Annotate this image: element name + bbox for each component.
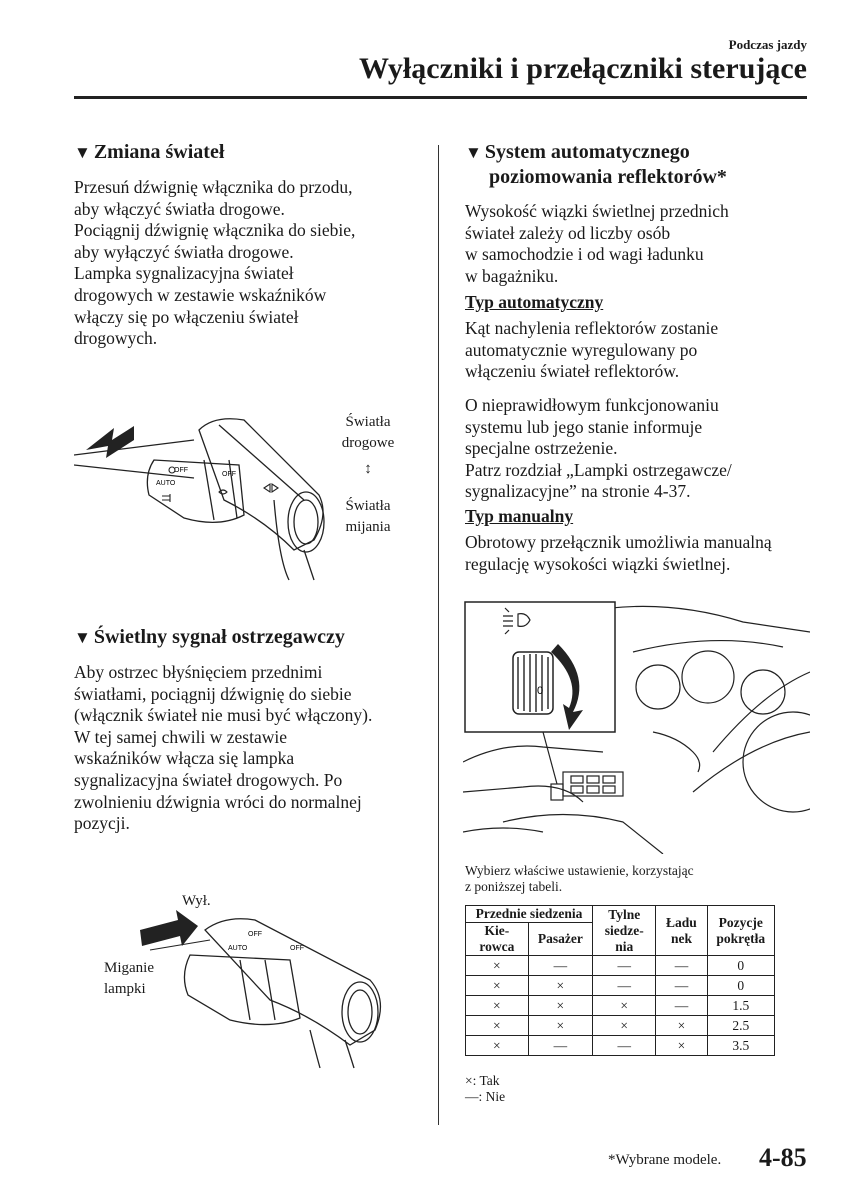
section-label: Podczas jazdy: [728, 37, 807, 52]
svg-text:0: 0: [537, 685, 544, 697]
leveling-dial-figure: [463, 592, 810, 854]
section-heading-leveling: ▼ System automatycznego poziomowania reflektorów*: [465, 141, 727, 188]
table-row: × — — × 3.5: [466, 1036, 775, 1056]
svg-text:OFF: OFF: [222, 471, 236, 478]
table-row: × — — — 0: [466, 956, 775, 976]
label-flash: Miganie lampki: [104, 960, 154, 997]
section-heading-headlight-change: ▼ Zmiana świateł: [74, 141, 225, 163]
triangle-icon: ▼: [74, 628, 91, 647]
headlight-lever-figure: [74, 400, 334, 585]
header-driver: Kie- rowca: [466, 923, 529, 956]
title-rule: [74, 96, 807, 99]
section-heading-flash-signal: ▼ Świetlny sygnał ostrzegawczy: [74, 626, 345, 648]
table-legend: ×: Tak —: Nie: [465, 1073, 506, 1104]
leveling-table: [465, 905, 775, 1056]
subheading-manual-type: Typ manualny: [465, 506, 574, 526]
svg-text:AUTO: AUTO: [156, 480, 176, 487]
page-title: Wyłączniki i przełączniki sterujące: [359, 52, 807, 85]
table-row: × × — — 0: [466, 976, 775, 996]
paragraph-flash-signal: Aby ostrzec błyśnięciem przednimi światłami, pociągnij dźwignię do siebie (włącznik świateł nie musi być włączony). W tej samej chwili w zestawie wskaźników włącza się lampka sygnalizacyjna świateł drogowych. Po zwolnieniu dźwignia wróci do normalnej pozycji.: [74, 662, 373, 834]
header-dial-position: Pozycje pokrętła: [707, 906, 774, 956]
label-high-beam: Światła drogowe: [341, 414, 395, 451]
flash-lever-figure: [130, 900, 390, 1070]
leveling-dial[interactable]: [513, 652, 553, 714]
triangle-icon: ▼: [74, 143, 91, 162]
header-rear-seats: Tylne siedze- nia: [593, 906, 656, 956]
paragraph-manual-type: Obrotowy przełącznik umożliwia manualną regulację wysokości wiązki świetlnej.: [465, 532, 772, 574]
header-passenger: Pasażer: [528, 923, 592, 956]
label-low-beam: Światła mijania: [345, 498, 391, 535]
subheading-auto-type: Typ automatyczny: [465, 292, 604, 312]
svg-text:OFF: OFF: [174, 467, 188, 474]
svg-text:AUTO: AUTO: [228, 945, 248, 952]
arrow-left-icon: [140, 910, 198, 946]
footnote: *Wybrane modele.: [608, 1152, 722, 1168]
svg-text:OFF: OFF: [290, 945, 304, 952]
page-number: 4-85: [759, 1143, 807, 1172]
updown-arrow-icon: ↕: [364, 461, 372, 477]
paragraph-headlight-change: Przesuń dźwignię włącznika do przodu, aby włączyć światła drogowe. Pociągnij dźwignię włącznika do siebie, aby wyłączyć światła drogowe. Lampka sygnalizacyjna świateł drogowych w zestawie wskaźników włączy się po włączeniu świateł drogowych.: [74, 177, 356, 349]
paragraph-leveling-intro: Wysokość wiązki świetlnej przednich świateł zależy od liczby osób w samochodzie i od wagi ładunku w bagażniku.: [465, 201, 729, 286]
column-divider: [438, 145, 439, 1125]
table-caption: Wybierz właściwe ustawienie, korzystając z poniższej tabeli.: [465, 863, 694, 894]
paragraph-auto-type: Kąt nachylenia reflektorów zostanie automatycznie wyregulowany po włączeniu świateł reflektorów.: [465, 318, 719, 382]
label-off: Wył.: [182, 893, 211, 909]
header-front-seats: Przednie siedzenia: [466, 906, 593, 923]
svg-text:OFF: OFF: [248, 931, 262, 938]
header-load: Ładu nek: [656, 906, 707, 956]
paragraph-auto-warning: O nieprawidłowym funkcjonowaniu systemu lub jego stanie informuje specjalne ostrzeżenie. Patrz rozdział „Lampki ostrzegawcze/ sygnalizacyjne” na stronie 4-37.: [465, 395, 732, 502]
triangle-icon: ▼: [465, 143, 482, 162]
table-row: × × × × 2.5: [466, 1016, 775, 1036]
table-row: × × × — 1.5: [466, 996, 775, 1016]
